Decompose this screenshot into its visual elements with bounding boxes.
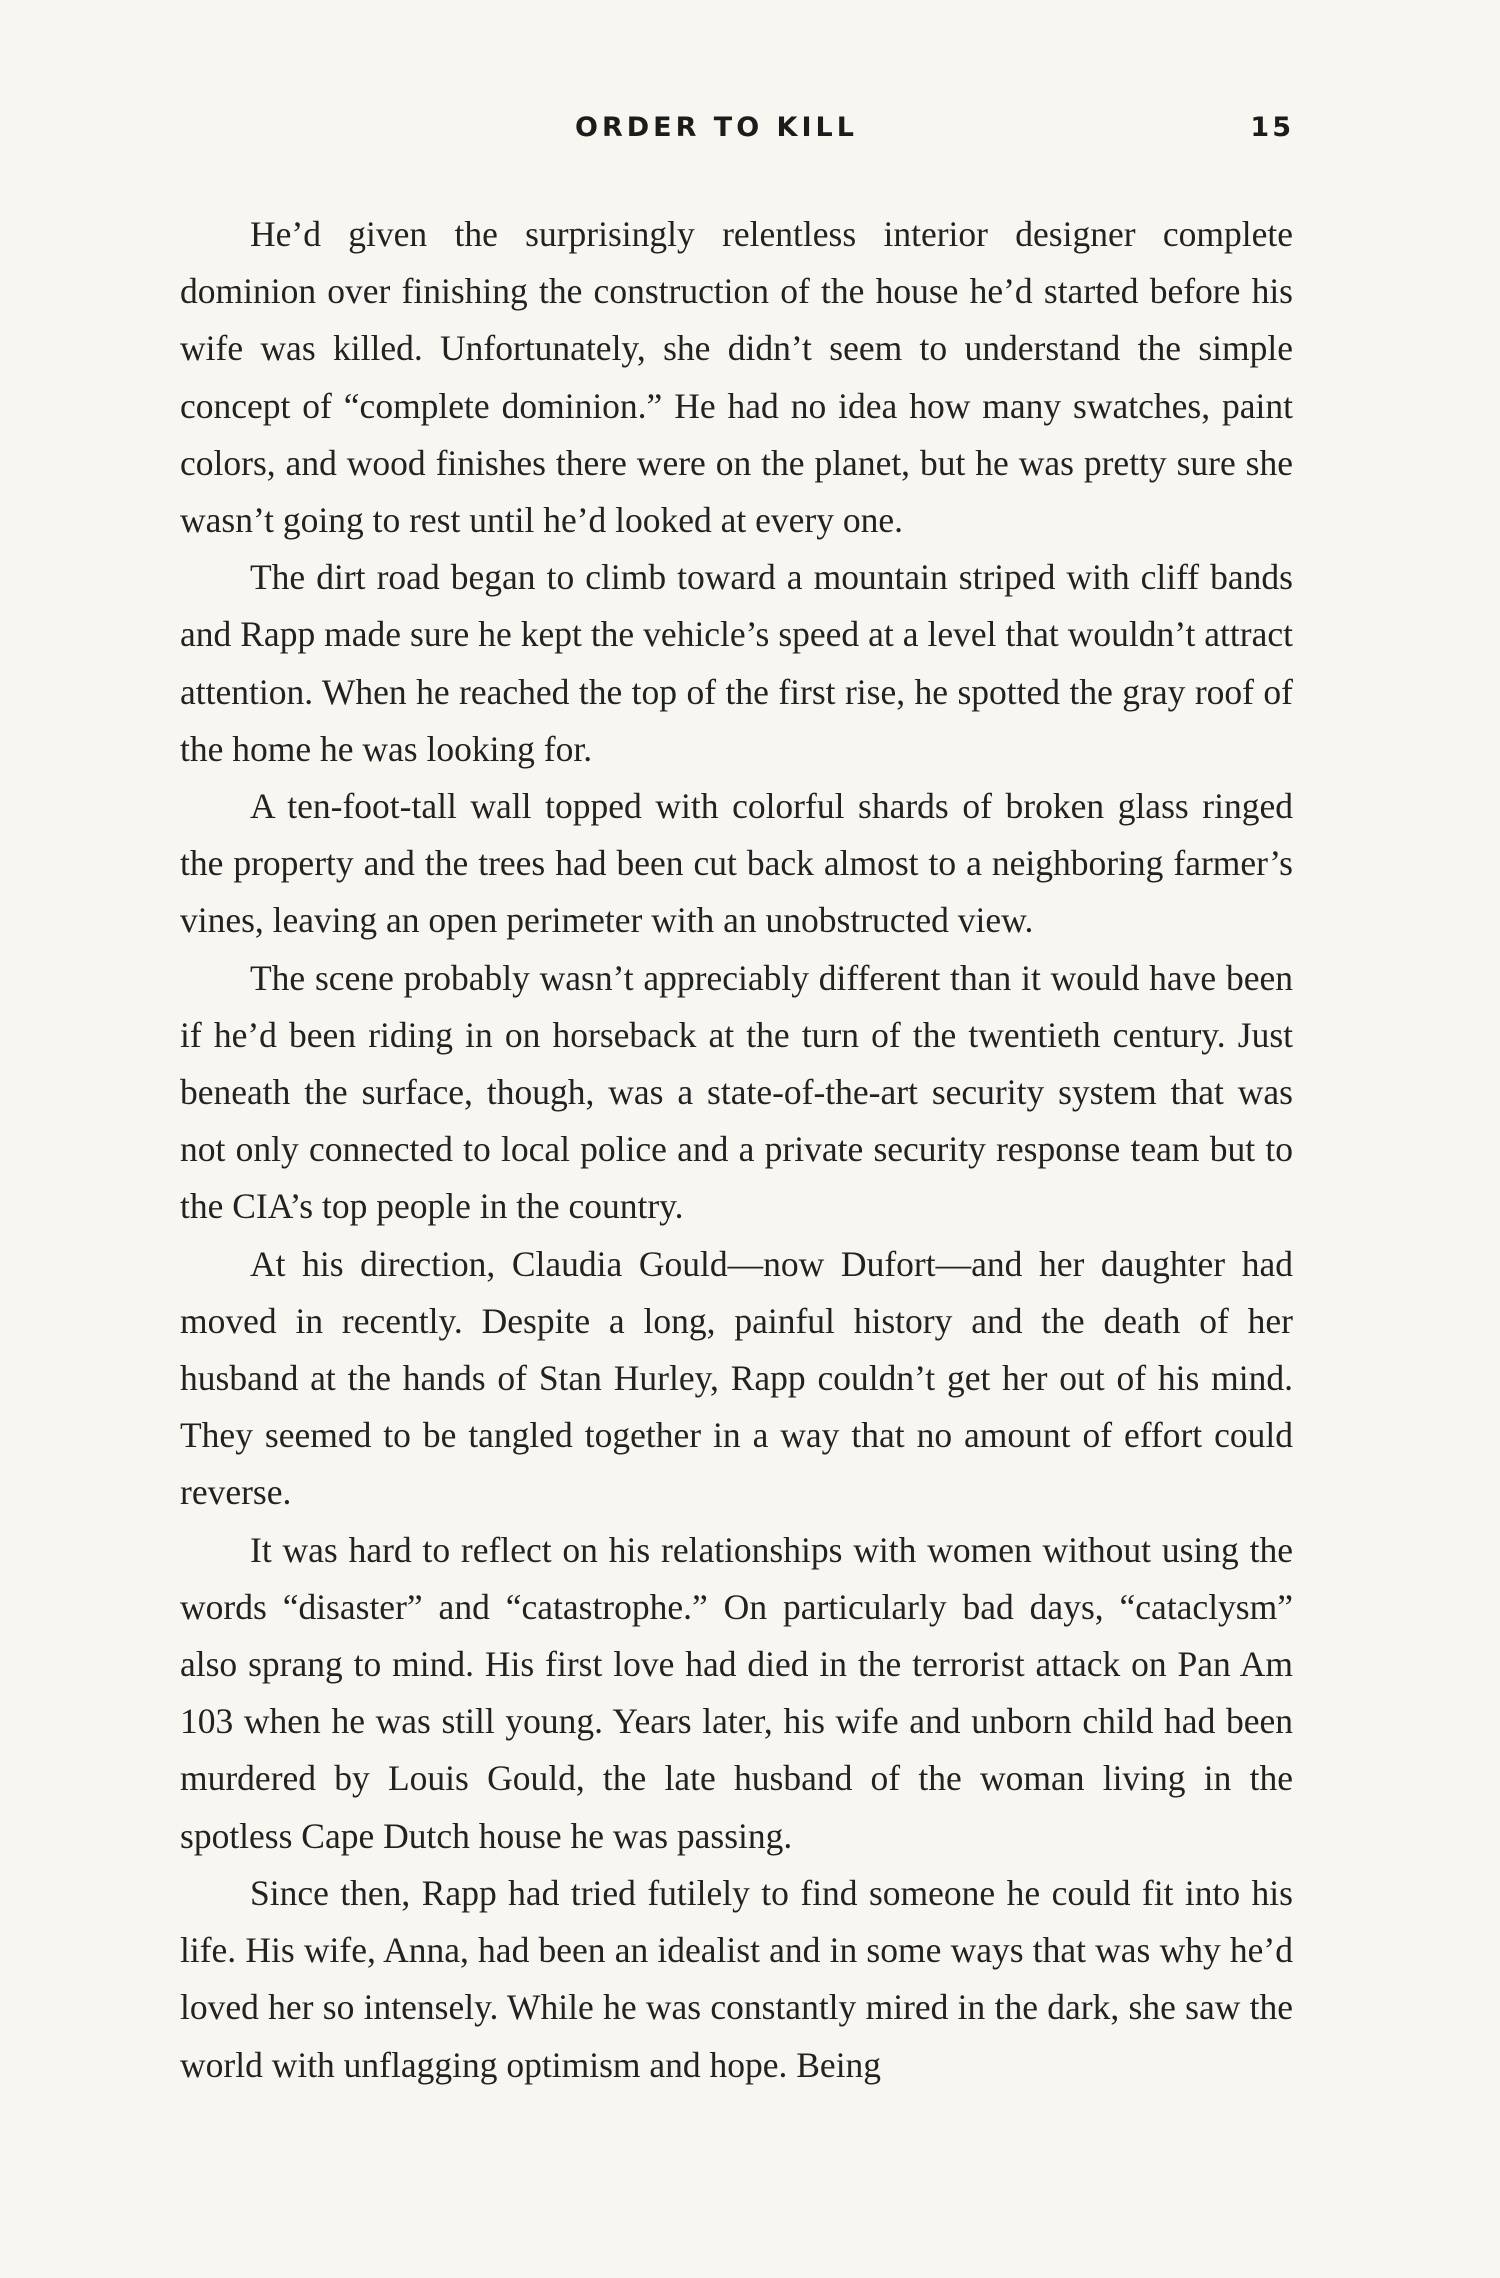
- paragraph: Since then, Rapp had tried futilely to find someone he could fit into his life. His wife, Anna, had been an idealist and in some ways that was why he’d loved her so intensely. While he was constantly mired in the dark, she saw the world with unflagging optimism and hope. Being: [180, 1872, 1293, 2085]
- paragraph: He’d given the surprisingly relentless interior designer complete dominion over finishing the construction of the house he’d started before his wife was killed. Unfortunately, she didn’t seem to understand the simple concept of “complete dominion.” He had no idea how many swatches, paint colors, and wood finishes there were on the planet, but he was pretty sure she wasn’t going to rest until he’d looked at every one.: [180, 214, 1293, 541]
- paragraph: The scene probably wasn’t appreciably different than it would have been if he’d been riding in on horseback at the turn of the twentieth century. Just beneath the surface, though, was a state-of-the-art security system that was not only connected to local police and a private security response team but to the CIA’s top people in the country.: [180, 957, 1293, 1227]
- paragraph: A ten-foot-tall wall topped with colorful shards of broken glass ringed the property and the trees had been cut back almost to a neighboring farmer’s vines, leaving an open perimeter with an unobstructed view.: [180, 786, 1293, 941]
- paragraph: At his direction, Claudia Gould—now Dufort—and her daughter had moved in recently. Despite a long, painful history and the death of her husband at the hands of Stan Hurley, Rapp couldn’t get her out of his mind. They seemed to be tangled together in a way that no amount of effort could reverse.: [180, 1243, 1293, 1513]
- page-number: 15: [1250, 112, 1294, 143]
- paragraph: The dirt road began to climb toward a mountain striped with cliff bands and Rapp made sure he kept the vehicle’s speed at a level that wouldn’t attract attention. When he reached the top of the first rise, he spotted the gray roof of the home he was looking for.: [180, 557, 1293, 769]
- paragraph: It was hard to reflect on his relationships with women without using the words “disaster” and “catastrophe.” On particularly bad days, “cataclysm” also sprang to mind. His first love had died in the terrorist attack on Pan Am 103 when he was still young. Years later, his wife and unborn child had been murdered by Louis Gould, the late husband of the woman living in the spotless Cape Dutch house he was passing.: [180, 1529, 1293, 1856]
- body-text: [180, 206, 1293, 2094]
- running-head: [0, 112, 1500, 152]
- running-title: ORDER TO KILL: [575, 112, 858, 143]
